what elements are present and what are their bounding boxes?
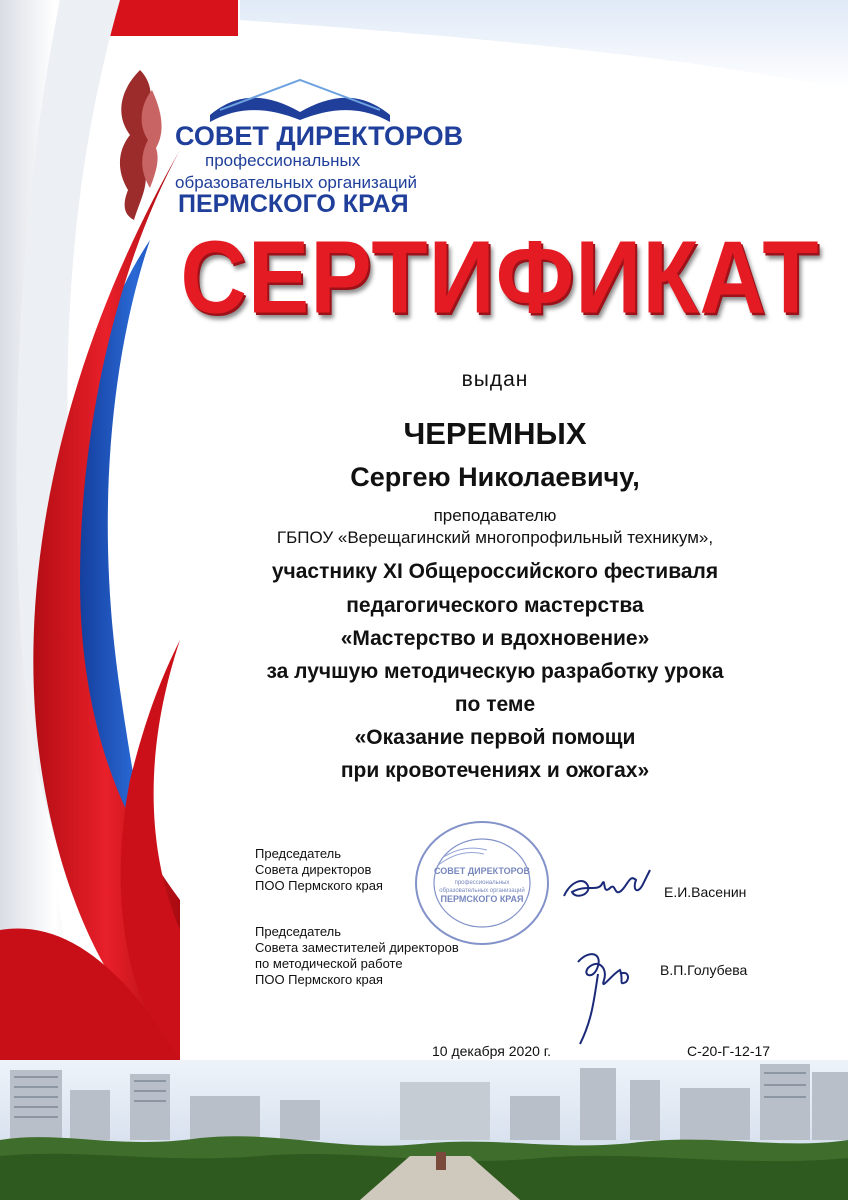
stamp-line-2: профессиональных	[454, 880, 510, 886]
text-line: при кровотечениях и ожогах»	[340, 759, 650, 782]
second-signature-icon	[568, 940, 648, 1050]
recipient-role: преподавателю	[433, 506, 557, 525]
open-book-icon	[210, 80, 390, 122]
first-signer-name: Е.И.Васенин	[664, 884, 747, 900]
second-signer-position: Председатель Совета заместителей директоров по методической работе ПОО Пермского края	[255, 924, 459, 987]
certificate-title: СЕРТИФИКАТ	[180, 220, 820, 336]
logo-line-1: СОВЕТ ДИРЕКТОРОВ	[175, 121, 464, 151]
flag-red-top	[110, 0, 238, 36]
logo-line-2: профессиональных	[205, 151, 361, 170]
recipient-name: Сергею Николаевичу,	[350, 462, 640, 492]
text-line: участнику XI Общероссийского фестиваля	[271, 560, 719, 583]
certificate-number: С-20-Г-12-17	[687, 1043, 771, 1059]
text-line: «Мастерство и вдохновение»	[340, 627, 650, 650]
text-line: за лучшую методическую разработку урока	[266, 660, 724, 683]
issued-label: выдан	[461, 368, 529, 391]
text-line: «Оказание первой помощи	[354, 726, 636, 749]
logo-line-3: образовательных организаций	[175, 173, 418, 192]
recipient-surname: ЧЕРЕМНЫХ	[403, 416, 587, 451]
text-line: по теме	[454, 693, 536, 716]
stamp-line-3: образовательных организаций	[439, 888, 525, 894]
stamp-line-4: ПЕРМСКОГО КРАЯ	[440, 894, 524, 904]
text-line: педагогического мастерства	[346, 594, 644, 617]
issue-date: 10 декабря 2020 г.	[432, 1043, 552, 1059]
first-signature-icon	[558, 862, 658, 912]
second-signer-name: В.П.Голубева	[660, 962, 748, 978]
logo-line-4: ПЕРМСКОГО КРАЯ	[178, 190, 409, 218]
council-logo	[100, 60, 464, 220]
city-panorama-image	[0, 1060, 848, 1200]
first-signer-position: Председатель Совета директоров ПОО Пермского края	[255, 846, 383, 893]
flame-emblem-icon	[120, 70, 162, 220]
stamp-line-1: СОВЕТ ДИРЕКТОРОВ	[433, 866, 531, 876]
recipient-organization: ГБПОУ «Верещагинский многопрофильный техникум»,	[276, 528, 714, 547]
official-stamp	[412, 818, 552, 948]
